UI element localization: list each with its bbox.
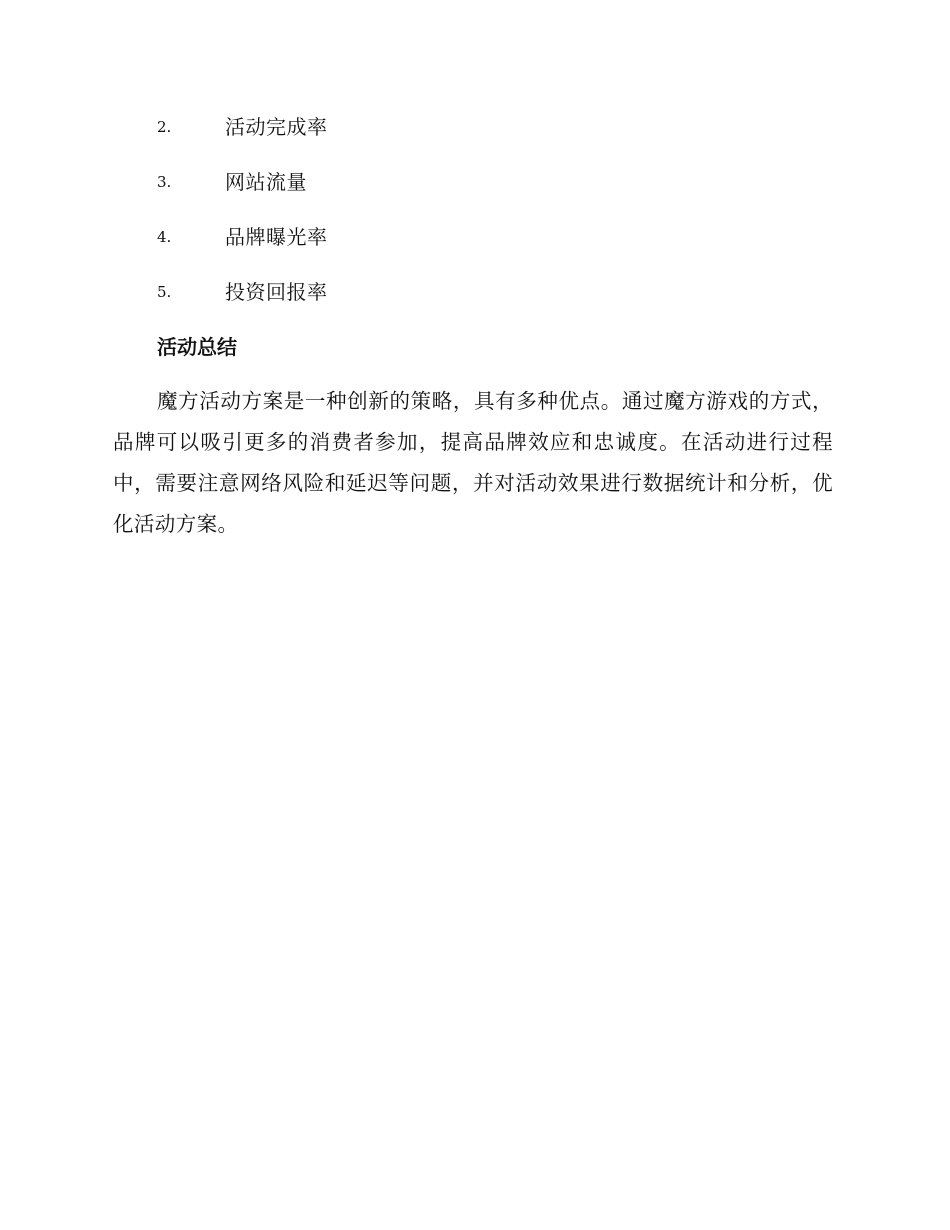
list-item-number: 2. (157, 118, 172, 136)
list-item-label: 活动完成率 (225, 115, 328, 139)
list-item-label: 网站流量 (225, 170, 307, 194)
list-item (157, 273, 857, 328)
list-item (157, 163, 857, 218)
metrics-list (157, 108, 857, 328)
list-item (157, 108, 857, 163)
list-item-number: 3. (157, 173, 172, 191)
list-item-label: 投资回报率 (225, 280, 328, 304)
list-item (157, 218, 857, 273)
summary-paragraph: 魔方活动方案是一种创新的策略，具有多种优点。通过魔方游戏的方式，品牌可以吸引更多的消费者参加，提高品牌效应和忠诚度。在活动进行过程中，需要注意网络风险和延迟等问题，并对活动效果进行数据统计和分析，优化活动方案。 (113, 389, 833, 536)
list-item-number: 5. (157, 283, 172, 301)
list-item-label: 品牌曝光率 (225, 225, 328, 249)
list-item-number: 4. (157, 228, 172, 246)
section-heading: 活动总结 (157, 335, 237, 359)
